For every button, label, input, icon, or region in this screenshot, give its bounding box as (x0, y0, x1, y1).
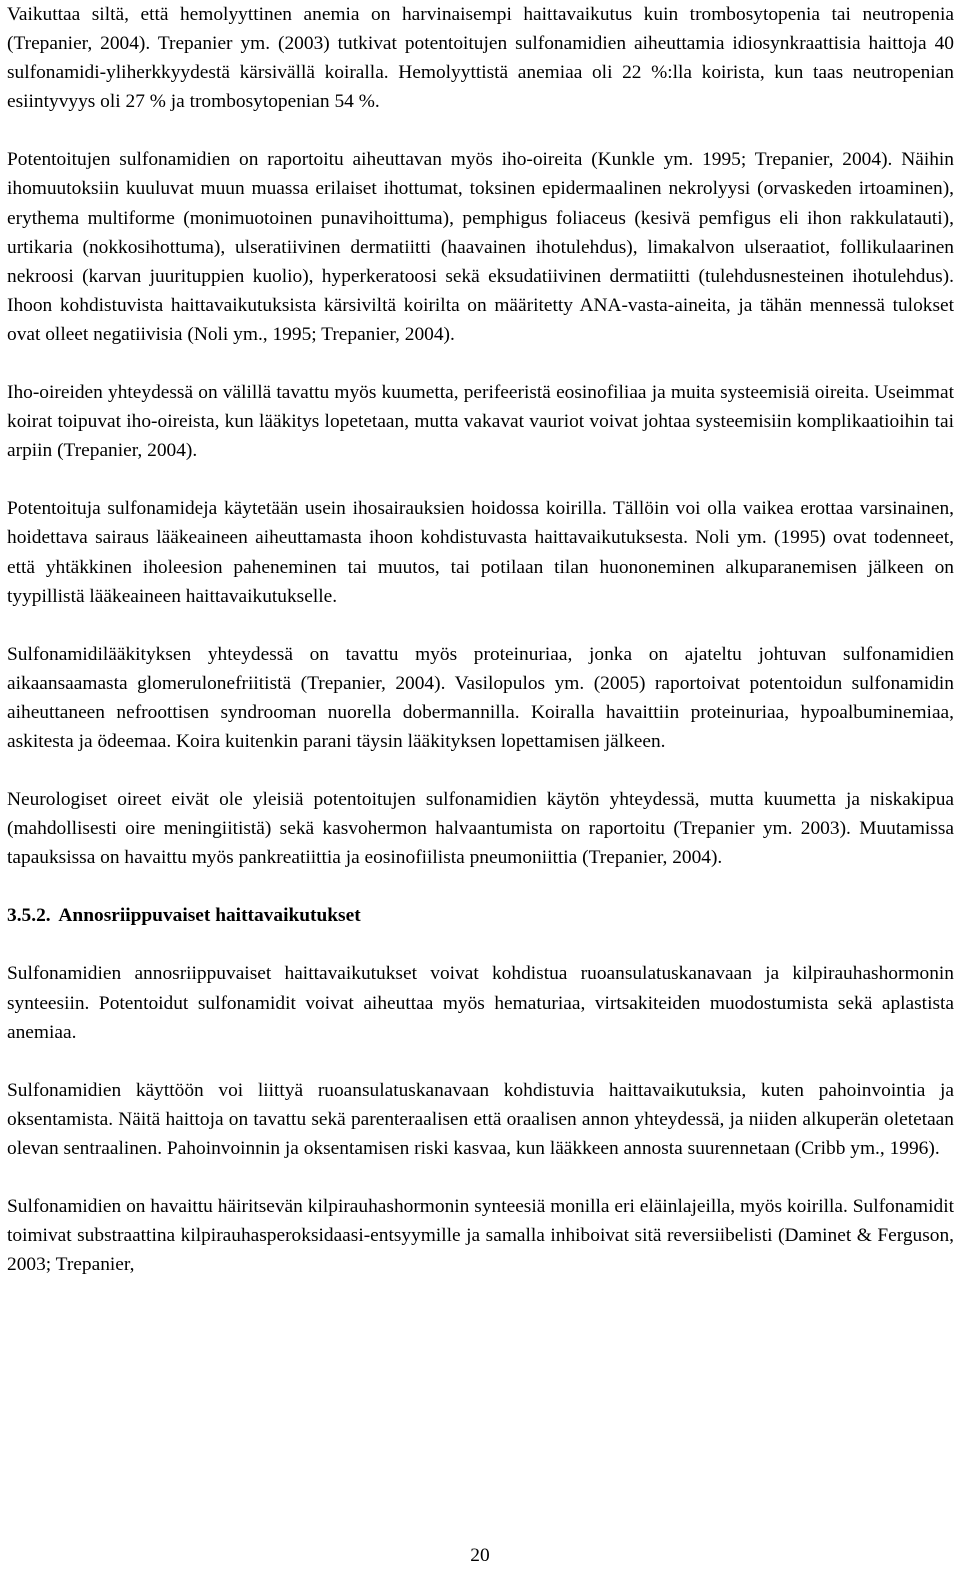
document-page (7, 0, 954, 1279)
paragraph-thyroid-effects: Sulfonamidien on havaittu häiritsevän kilpirauhashormonin synteesiä monilla eri eläinlajeilla, myös koirilla. Sulfonamidit toimivat substraattina kilpirauhasperoksidaasi-entsyymille ja samalla inhiboivat sitä reversiibelisti (Daminet & Ferguson, 2003; Trepanier, (7, 1196, 954, 1276)
paragraph-neurological-symptoms: Neurologiset oireet eivät ole yleisiä potentoitujen sulfonamidien käytön yhteydessä, mutta kuumetta ja niskakipua (mahdollisesti oire meningiitistä) sekä kasvohermon halvaantumista on raportoitu (Trepanier ym. 2003). Muutamissa tapauksissa on havaittu myös pankreatiittia ja eosinofiilista pneumoniittia (Trepanier, 2004). (7, 789, 954, 869)
section-title: Annosriippuvaiset haittavaikutukset (58, 905, 361, 927)
paragraph-hemolytic-anemia: Vaikuttaa siltä, että hemolyyttinen anemia on harvinaisempi haittavaikutus kuin trombosytopenia tai neutropenia (Trepanier, 2004). Trepanier ym. (2003) tutkivat potentoitujen sulfonamidien aiheuttamia idiosynkraattisia haittoja 40 sulfonamidi-yliherkkyydestä kärsivällä koiralla. Hemolyyttistä anemiaa oli 22 %:lla koirista, kun taas neutropenian esiintyvyys oli 27 % ja trombosytopenian 54 %. (7, 4, 954, 113)
paragraph-gastrointestinal-effects: Sulfonamidien käyttöön voi liittyä ruoansulatuskanavaan kohdistuvia haittavaikutuksia, kuten pahoinvointia ja oksentamista. Näitä haittoja on tavattu sekä parenteraalisen että oraalisen annon yhteydessä, ja niiden alkuperän oletetaan olevan sentraalinen. Pahoinvoinnin ja oksentamisen riski kasvaa, kun lääkkeen annosta suurennetaan (Cribb ym., 1996). (7, 1079, 954, 1159)
paragraph-skin-disease-treatment: Potentoituja sulfonamideja käytetään usein ihosairauksien hoidossa koirilla. Tällöin voi olla vaikea erottaa varsinainen, hoidettava sairaus lääkeaineen aiheuttamasta ihoon kohdistuvasta haittavaikutuksesta. Noli ym. (1995) ovat todenneet, että yhtäkkinen iholeesion paheneminen tai muutos, tai potilaan tilan huononeminen alkuparanemisen jälkeen on tyypillistä lääkeaineen haittavaikutukselle. (7, 498, 954, 607)
paragraph-proteinuria: Sulfonamidilääkityksen yhteydessä on tavattu myös proteinuriaa, jonka on ajateltu johtuvan sulfonamidien aikaansaamasta glomerulonefriitistä (Trepanier, 2004). Vasilopulos ym. (2005) raportoivat potentoidun sulfonamidin aiheuttaneen nefroottisen syndrooman nuorella dobermannilla. Koiralla havaittiin proteinuriaa, hypoalbuminemiaa, askitesta ja ödeemaa. Koira kuitenkin parani täysin lääkityksen lopettamisen jälkeen. (7, 643, 954, 752)
section-number: 3.5.2. (7, 905, 51, 927)
paragraph-skin-symptoms: Potentoitujen sulfonamidien on raportoitu aiheuttavan myös iho-oireita (Kunkle ym. 1995; Trepanier, 2004). Näihin ihomuutoksiin kuuluvat muun muassa erilaiset ihottumat, toksinen epidermaalinen nekrolyysi (orvaskeden irtoaminen), erythema multiforme (monimuotoinen punavihoittuma), pemphigus foliaceus (kesivä pemfigus eli ihon rakkulatauti), urtikaria (nokkosihottuma), ulseratiivinen dermatiitti (haavainen ihotulehdus), limakalvon ulseraatiot, follikulaarinen nekroosi (karvan juurituppien kuolio), hyperkeratoosi sekä eksudatiivinen dermatiitti (tulehdusnesteinen ihotulehdus). Ihoon kohdistuvista haittavaikutuksista kärsiviltä koirilta on määritetty ANA-vasta-aineita, ja tähän mennessä tulokset ovat olleet negatiivisia (Noli ym., 1995; Trepanier, 2004). (7, 149, 954, 345)
paragraph-systemic-symptoms: Iho-oireiden yhteydessä on välillä tavattu myös kuumetta, perifeeristä eosinofiliaa ja muita systeemisiä oireita. Useimmat koirat toipuvat iho-oireista, kun lääkitys lopetetaan, mutta vakavat vauriot voivat johtaa systeemisiin komplikaatioihin tai arpiin (Trepanier, 2004). (7, 382, 954, 462)
page-number: 20 (470, 1545, 490, 1566)
section-heading (7, 901, 954, 930)
paragraph-dose-dependent-effects: Sulfonamidien annosriippuvaiset haittavaikutukset voivat kohdistua ruoansulatuskanavaan ja kilpirauhashormonin synteesiin. Potentoidut sulfonamidit voivat aiheuttaa myös hematuriaa, virtsakiteiden muodostumista sekä aplastista anemiaa. (7, 963, 954, 1043)
